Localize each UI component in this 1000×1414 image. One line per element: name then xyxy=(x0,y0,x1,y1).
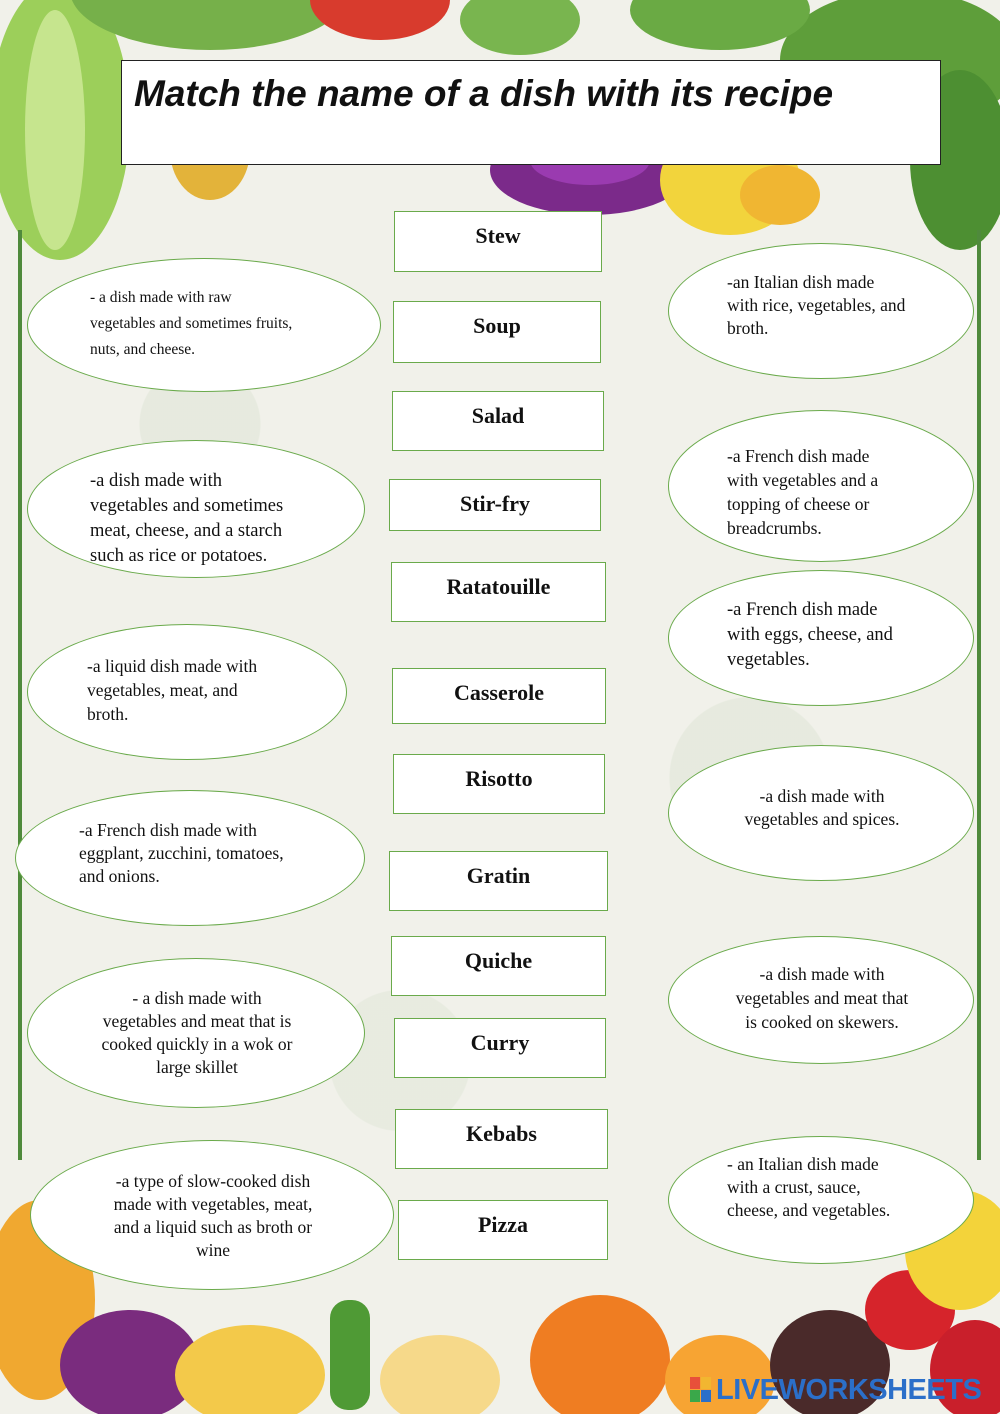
recipe-oval-left-2[interactable] xyxy=(27,440,365,578)
recipe-text: - a dish made with raw vegetables and sometimes fruits, nuts, and cheese. xyxy=(90,289,293,358)
watermark-text: LIVEWORKSHEETS xyxy=(716,1374,982,1406)
recipe-text: -a dish made with vegetables and meat that is cooked on skewers. xyxy=(735,964,909,1032)
dish-box-ratatouille[interactable]: Ratatouille xyxy=(391,562,606,622)
recipe-oval-right-5[interactable] xyxy=(668,936,974,1064)
left-rail xyxy=(18,230,22,1160)
recipe-oval-left-1[interactable] xyxy=(27,258,381,392)
dish-box-curry[interactable]: Curry xyxy=(394,1018,606,1078)
recipe-oval-right-4[interactable] xyxy=(668,745,974,881)
dish-box-stir-fry[interactable]: Stir-fry xyxy=(389,479,601,531)
recipe-text: -a French dish made with eggplant, zucchini, tomatoes, and onions. xyxy=(79,820,284,886)
dish-box-casserole[interactable]: Casserole xyxy=(392,668,606,724)
liveworksheets-logo xyxy=(690,1374,990,1406)
recipe-oval-right-2[interactable] xyxy=(668,410,974,562)
dish-box-quiche[interactable]: Quiche xyxy=(391,936,606,996)
recipe-text: -a liquid dish made with vegetables, meat, and broth. xyxy=(87,656,258,724)
dish-box-salad[interactable]: Salad xyxy=(392,391,604,451)
recipe-text: -an Italian dish made with rice, vegetables, and broth. xyxy=(727,272,906,338)
recipe-oval-left-3[interactable] xyxy=(27,624,347,760)
dish-box-kebabs[interactable]: Kebabs xyxy=(395,1109,608,1169)
dish-box-risotto[interactable]: Risotto xyxy=(393,754,605,814)
dish-box-pizza[interactable]: Pizza xyxy=(398,1200,608,1260)
recipe-oval-right-1[interactable] xyxy=(668,243,974,379)
recipe-text: - an Italian dish made with a crust, sauce, cheese, and vegetables. xyxy=(727,1154,891,1220)
liveworksheets-icon xyxy=(690,1377,712,1403)
dish-box-stew[interactable]: Stew xyxy=(394,211,602,272)
dish-box-gratin[interactable]: Gratin xyxy=(389,851,608,911)
recipe-oval-left-5[interactable] xyxy=(27,958,365,1108)
recipe-text: -a French dish made with eggs, cheese, and vegetables. xyxy=(727,600,893,670)
recipe-oval-left-6[interactable] xyxy=(30,1140,394,1290)
recipe-text: -a type of slow-cooked dish made with vegetables, meat, and a liquid such as broth or wine xyxy=(113,1171,313,1260)
recipe-text: -a dish made with vegetables and sometimes meat, cheese, and a starch such as rice or potatoes. xyxy=(90,471,284,566)
recipe-oval-right-3[interactable] xyxy=(668,570,974,706)
recipe-text: -a French dish made with vegetables and a topping of cheese or breadcrumbs. xyxy=(727,446,879,538)
page-title: Match the name of a dish with its recipe xyxy=(134,73,834,114)
right-rail xyxy=(977,230,981,1160)
recipe-oval-left-4[interactable] xyxy=(15,790,365,926)
recipe-oval-right-6[interactable] xyxy=(668,1136,974,1264)
recipe-text: -a dish made with vegetables and spices. xyxy=(744,786,900,829)
recipe-text: - a dish made with vegetables and meat that is cooked quickly in a wok or large skillet xyxy=(101,988,293,1077)
dish-box-soup[interactable]: Soup xyxy=(393,301,601,363)
title-box xyxy=(121,60,941,165)
